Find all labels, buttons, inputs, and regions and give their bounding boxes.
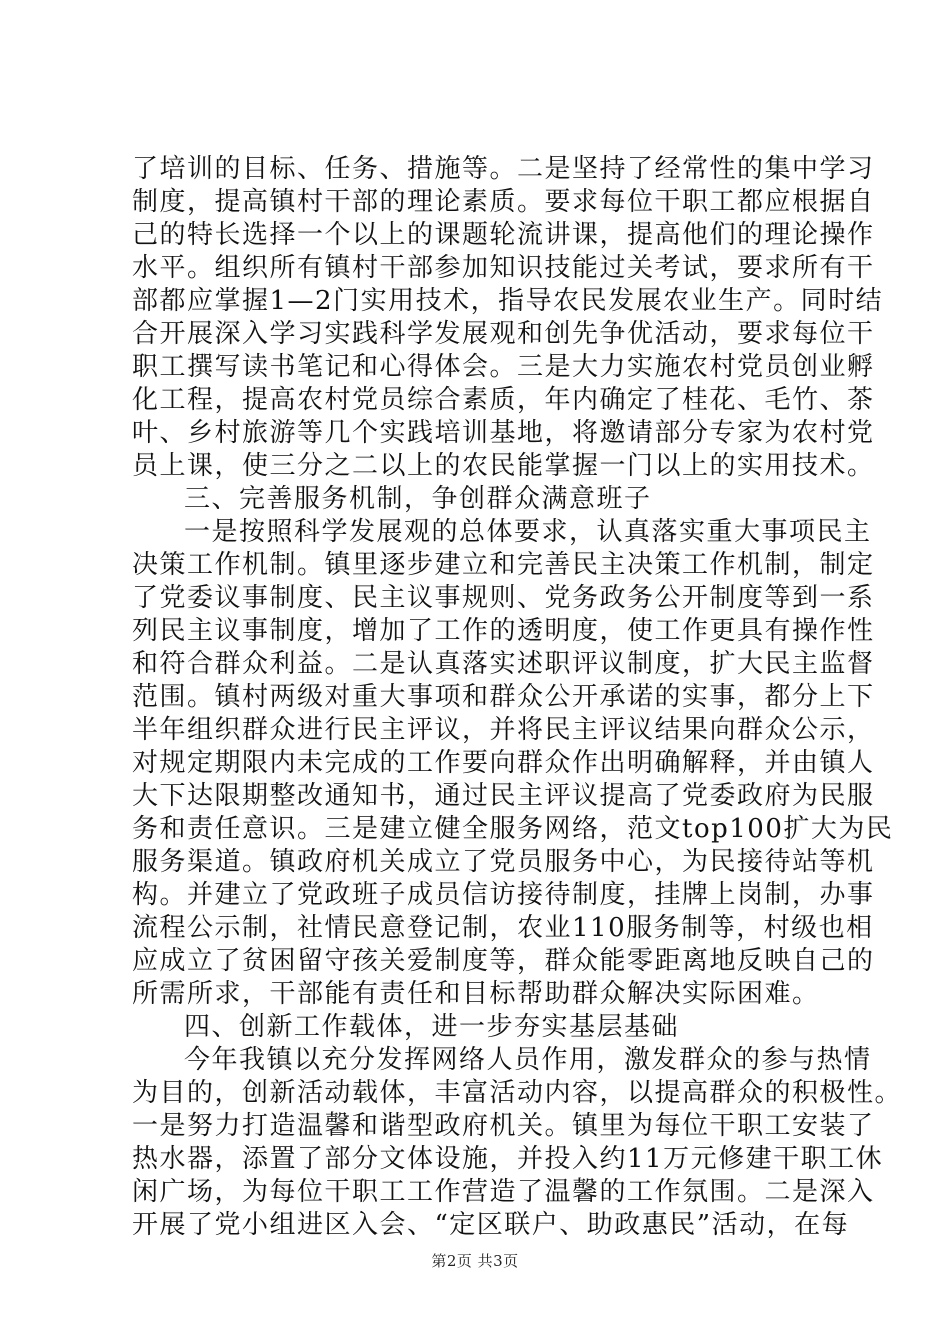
text-line: 构。并建立了党政班子成员信访接待制度，挂牌上岗制，办事 bbox=[132, 880, 875, 910]
text-line: 一是努力打造温馨和谐型政府机关。镇里为每位干职工安装了 bbox=[132, 1111, 875, 1141]
text-line: 制度，提高镇村干部的理论素质。要求每位干职工都应根据自 bbox=[132, 187, 875, 217]
paragraph-start-line: 一是按照科学发展观的总体要求，认真落实重大事项民主 bbox=[184, 517, 872, 547]
text-line: 了培训的目标、任务、措施等。二是坚持了经常性的集中学习 bbox=[132, 154, 875, 184]
text-line: 服务渠道。镇政府机关成立了党员服务中心，为民接待站等机 bbox=[132, 847, 875, 877]
text-line: 决策工作机制。镇里逐步建立和完善民主决策工作机制，制定 bbox=[132, 550, 875, 580]
text-line: 对规定期限内未完成的工作要向群众作出明确解释，并由镇人 bbox=[132, 748, 875, 778]
text-line: 所需所求，干部能有责任和目标帮助群众解决实际困难。 bbox=[132, 979, 820, 1009]
text-line: 务和责任意识。三是建立健全服务网络，范文top100扩大为民 bbox=[132, 814, 894, 844]
text-line: 化工程，提高农村党员综合素质，年内确定了桂花、毛竹、茶 bbox=[132, 385, 875, 415]
section-heading: 三、完善服务机制，争创群众满意班子 bbox=[184, 484, 652, 514]
text-line: 半年组织群众进行民主评议，并将民主评议结果向群众公示， bbox=[132, 715, 875, 745]
text-line: 范围。镇村两级对重大事项和群众公开承诺的实事，都分上下 bbox=[132, 682, 875, 712]
text-line: 为目的，创新活动载体，丰富活动内容，以提高群众的积极性。 bbox=[132, 1078, 903, 1108]
page-number-footer: 第2页 共3页 bbox=[431, 1252, 519, 1270]
text-line: 流程公示制，社情民意登记制，农业110服务制等，村级也相 bbox=[132, 913, 874, 943]
text-line: 了党委议事制度、民主议事规则、党务政务公开制度等到一系 bbox=[132, 583, 875, 613]
text-line: 叶、乡村旅游等几个实践培训基地，将邀请部分专家为农村党 bbox=[132, 418, 875, 448]
text-line: 职工撰写读书笔记和心得体会。三是大力实施农村党员创业孵 bbox=[132, 352, 875, 382]
text-line: 己的特长选择一个以上的课题轮流讲课，提高他们的理论操作 bbox=[132, 220, 875, 250]
section-heading: 四、创新工作载体，进一步夯实基层基础 bbox=[184, 1012, 680, 1042]
text-line: 应成立了贫困留守孩关爱制度等，群众能零距离地反映自己的 bbox=[132, 946, 875, 976]
text-line: 热水器，添置了部分文体设施，并投入约11万元修建干职工休 bbox=[132, 1144, 884, 1174]
text-line: 开展了党小组进区入会、“定区联户、助政惠民”活动，在每 bbox=[132, 1210, 850, 1240]
text-line: 和符合群众利益。二是认真落实述职评议制度，扩大民主监督 bbox=[132, 649, 875, 679]
body-text bbox=[132, 153, 903, 1242]
paragraph-start-line: 今年我镇以充分发挥网络人员作用，激发群众的参与热情 bbox=[184, 1045, 872, 1075]
text-line: 合开展深入学习实践科学发展观和创先争优活动，要求每位干 bbox=[132, 319, 875, 349]
text-line: 员上课，使三分之二以上的农民能掌握一门以上的实用技术。 bbox=[132, 451, 875, 481]
text-line: 部都应掌握1—2门实用技术，指导农民发展农业生产。同时结 bbox=[132, 286, 884, 316]
text-line: 大下达限期整改通知书，通过民主评议提高了党委政府为民服 bbox=[132, 781, 875, 811]
text-line: 水平。组织所有镇村干部参加知识技能过关考试，要求所有干 bbox=[132, 253, 875, 283]
text-line: 闲广场，为每位干职工工作营造了温馨的工作氛围。二是深入 bbox=[132, 1177, 875, 1207]
text-line: 列民主议事制度，增加了工作的透明度，使工作更具有操作性 bbox=[132, 616, 875, 646]
